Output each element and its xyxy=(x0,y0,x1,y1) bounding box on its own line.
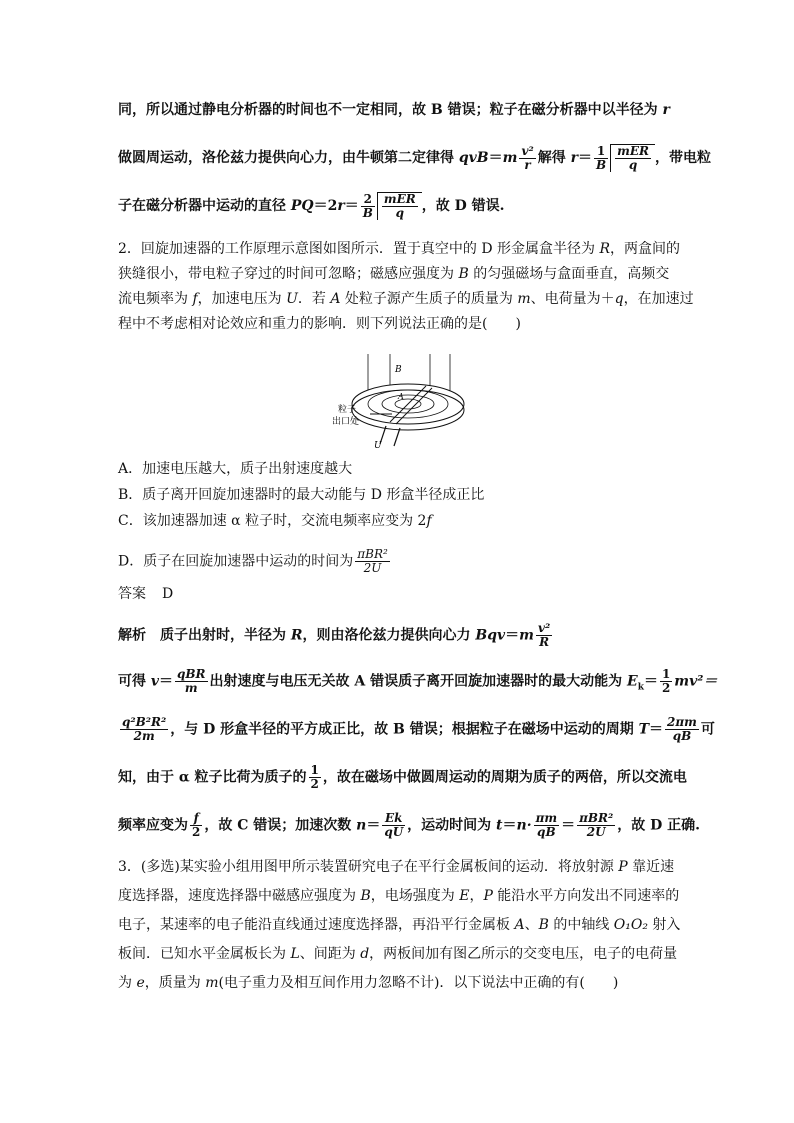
var: R xyxy=(599,241,611,257)
text: 度选择器，速度选择器中磁感应强度为 xyxy=(118,888,361,904)
text: 的中轴线 xyxy=(548,917,614,933)
denominator: 2U xyxy=(363,561,382,575)
text: D．质子在回旋加速器中运动的时间为 xyxy=(118,553,354,570)
label-exit-1: 粒子 xyxy=(338,405,357,415)
text: 为 xyxy=(118,975,137,991)
fraction-1-2 xyxy=(309,764,321,791)
numerator: πBR² xyxy=(579,811,614,825)
text: ， xyxy=(469,888,484,904)
var: m xyxy=(502,150,518,166)
fraction-pim-qB xyxy=(534,812,559,839)
text: 处粒子源产生质子的质量为 xyxy=(340,291,518,307)
numerator: Ek xyxy=(382,812,405,826)
fraction-f-2 xyxy=(190,812,202,839)
var: A xyxy=(330,291,341,307)
text: 2．回旋加速器的工作原理示意图如图所示．置于真空中的 D 形金属盒半径为 xyxy=(118,241,600,257)
q3-line-4 xyxy=(118,944,677,964)
text: 质子出射时，半径为 xyxy=(160,627,291,644)
var: r xyxy=(570,150,578,166)
numerator: 1 xyxy=(310,763,319,777)
analysis-label: 解析 xyxy=(118,627,146,644)
var: U xyxy=(286,291,298,307)
text: 知，由于 α 粒子比荷为质子的 xyxy=(118,769,307,786)
text: 板间．已知水平金属板长为 xyxy=(118,946,291,962)
text: 做圆周运动，洛伦兹力提供向心力，由牛顿第二定律得 xyxy=(118,150,459,166)
text: ，与 D 形盒半径的平方成正比，故 B 错误；根据粒子在磁场中运动的周期 xyxy=(170,721,639,738)
text: ，两板间加有图乙所示的交变电压，电子的电荷量 xyxy=(369,946,678,962)
numerator xyxy=(355,548,390,562)
denominator: qB xyxy=(672,729,692,743)
text: C．该加速器加速 α 粒子时，交流电频率应变为 2 xyxy=(118,513,427,529)
text: 狭缝很小，带电粒子穿过的时间可忽略；磁感应强度为 xyxy=(118,266,459,282)
text: ，故 C 错误；加速次数 xyxy=(204,817,357,834)
text: ＝2 xyxy=(313,198,338,214)
fraction-1-B xyxy=(594,145,608,172)
text: A．加速电压越大，质子出射速度越大 xyxy=(118,461,353,477)
text: ＝ xyxy=(505,627,520,644)
text: ，运动时间为 xyxy=(407,817,497,834)
q3-line-2 xyxy=(118,886,679,906)
text: 频率应变为 xyxy=(118,817,188,834)
text: 可得 xyxy=(118,673,151,690)
text: 靠近速 xyxy=(627,859,675,875)
text: ，则由洛伦兹力提供向心力 xyxy=(302,627,476,644)
denominator: 2 xyxy=(192,825,201,839)
analysis-line-2 xyxy=(118,668,717,697)
denominator: qB xyxy=(537,825,556,839)
numerator: mER xyxy=(383,192,416,206)
var: m xyxy=(205,975,219,991)
var: Bqv xyxy=(475,627,506,644)
denominator: m xyxy=(184,681,198,695)
option-C xyxy=(118,511,432,531)
var: e xyxy=(136,975,145,991)
text: ，加速电压为 xyxy=(197,291,287,307)
text: 能沿水平方向发出不同速率的 xyxy=(492,888,680,904)
var: O₁O₂ xyxy=(613,917,648,933)
fraction-v2-r xyxy=(519,145,535,172)
text: 电子，某速率的电子能沿直线通过速度选择器，再沿平行金属板 xyxy=(118,917,515,933)
var: P xyxy=(618,859,628,875)
denominator: 2m xyxy=(133,729,155,743)
var: B xyxy=(360,888,371,904)
option-A xyxy=(118,459,352,479)
text: BR² xyxy=(365,547,388,561)
option-B xyxy=(118,485,484,505)
numerator: 2πm xyxy=(667,715,697,729)
label-B: B xyxy=(395,365,402,375)
analysis-line-4 xyxy=(118,764,687,791)
text: ＝ xyxy=(643,673,658,690)
q2-line-1 xyxy=(118,239,680,259)
numerator: mER xyxy=(617,144,649,158)
text: 同，所以通过静电分析器的时间也不一定相同，故 B 错误；粒子在磁分析器中以半径为 xyxy=(118,102,663,118)
denominator: B xyxy=(362,205,373,220)
analysis-line-5 xyxy=(118,812,700,839)
electrode-lead xyxy=(394,428,400,446)
denominator: B xyxy=(595,157,607,172)
fraction-2-B xyxy=(361,193,375,220)
text: ＝ xyxy=(488,150,503,166)
fraction-q2B2R2-2m xyxy=(120,716,168,743)
sqrt-mER-q xyxy=(377,192,422,220)
var: q xyxy=(614,291,624,307)
text: ，质量为 xyxy=(144,975,206,991)
var: r xyxy=(662,102,670,118)
var: E xyxy=(459,888,470,904)
var: f xyxy=(426,513,432,529)
text: 程中不考虑相对论效应和重力的影响．则下列说法正确的是( ) xyxy=(118,316,521,332)
denominator: R xyxy=(539,635,550,649)
q3-line-1 xyxy=(118,857,674,877)
text: 、间距为 xyxy=(299,946,361,962)
numerator: f xyxy=(190,812,202,826)
var: R xyxy=(290,627,303,644)
denominator: q xyxy=(628,158,638,172)
denominator: 2 xyxy=(661,681,671,695)
var: n xyxy=(356,817,367,834)
text: (电子重力及相互间作用力忽略不计)．以下说法中正确的有( ) xyxy=(218,975,619,991)
text: ＝ xyxy=(159,673,174,690)
text: ＝ xyxy=(502,817,517,834)
q2-line-2 xyxy=(118,264,669,284)
var: t xyxy=(496,817,503,834)
text: 、 xyxy=(524,917,539,933)
answer-label: 答案 xyxy=(118,586,146,602)
var: E xyxy=(627,673,638,690)
option-D xyxy=(118,548,392,575)
denominator: r xyxy=(524,157,531,172)
text: 的匀强磁场与盒面垂直，高频交 xyxy=(468,266,670,282)
text: n· xyxy=(516,817,532,834)
cyclotron-figure xyxy=(330,352,470,452)
numerator: πm xyxy=(535,811,558,825)
fraction-1-2 xyxy=(660,668,672,695)
var: T xyxy=(638,721,650,738)
analysis-line-3 xyxy=(118,716,715,743)
prev-line-1 xyxy=(118,100,670,120)
analysis-line-1 xyxy=(118,622,554,649)
q2-line-3 xyxy=(118,289,694,309)
numerator: q²B²R² xyxy=(122,715,167,729)
var: v xyxy=(150,673,160,690)
var: d xyxy=(360,946,370,962)
var: PQ xyxy=(290,198,314,214)
prev-line-3: 子在磁分析器中运动的直径 PQ＝2r＝ $\frac{2}{B}$ $\frac{\text{mER}}{q}$ ，故 D 错误. xyxy=(118,191,505,220)
answer-value: D xyxy=(162,586,174,602)
fraction-qBR-m xyxy=(175,668,208,695)
numerator: 2 xyxy=(361,193,375,207)
sqrt-mER-q xyxy=(610,144,655,172)
label-A: A xyxy=(398,392,404,401)
numerator: v² xyxy=(537,621,551,635)
text: ＝ xyxy=(649,721,664,738)
var: L xyxy=(290,946,300,962)
text: 可 xyxy=(700,721,715,738)
text: mv²＝ xyxy=(674,673,718,690)
label-exit-2: 出口处 xyxy=(332,417,360,427)
var: r xyxy=(337,198,345,214)
fraction-Ek-qU xyxy=(382,812,405,839)
text: 流电频率为 xyxy=(118,291,193,307)
text: ，故 D 错误. xyxy=(421,198,505,214)
answer-line xyxy=(118,584,173,604)
text: ，在加速过 xyxy=(623,291,694,307)
text: ，故 D 正确. xyxy=(617,817,700,834)
denominator: q xyxy=(395,206,405,220)
denominator: qU xyxy=(384,825,404,839)
fraction-v2-R xyxy=(536,622,552,649)
text: ，带电粒 xyxy=(654,150,711,166)
text: ＝ xyxy=(366,817,381,834)
text: 解得 xyxy=(537,150,571,166)
q3-line-3 xyxy=(118,915,680,935)
text: 出射速度与电压无关故 A 错误质子离开回旋加速器时的最大动能为 xyxy=(209,673,628,690)
numerator: 1 xyxy=(661,667,671,681)
q3-line-5 xyxy=(118,973,618,993)
numerator: 1 xyxy=(594,145,608,159)
text: 射入 xyxy=(647,917,681,933)
prev-line-2: 做圆周运动，洛伦兹力提供向心力，由牛顿第二定律得 qvB＝m $\frac{\text{v²}}{r}$ 解得 r＝ $\frac{1}{B}$ $\frac{\text{mER}}{q}$ ，带电粒 xyxy=(118,143,711,172)
text: ＝ xyxy=(561,817,576,834)
fraction-piBR2-2U xyxy=(355,548,390,575)
text: ，两盒间的 xyxy=(610,241,681,257)
text: B．质子离开回旋加速器时的最大动能与 D 形盒半径成正比 xyxy=(118,487,485,503)
denominator: 2U xyxy=(586,825,606,839)
text: ．若 xyxy=(297,291,331,307)
var: m xyxy=(519,627,534,644)
text: 子在磁分析器中运动的直径 xyxy=(118,198,291,214)
var: B xyxy=(538,917,549,933)
var: P xyxy=(483,888,493,904)
var: f xyxy=(192,291,198,307)
numerator: v² xyxy=(521,143,534,158)
fraction-2pim-qB xyxy=(665,716,699,743)
var: B xyxy=(458,266,469,282)
q2-line-4 xyxy=(118,314,521,334)
text: 、电荷量为＋ xyxy=(530,291,615,307)
symbol: π xyxy=(357,547,366,561)
var: qvB xyxy=(458,150,489,166)
var: A xyxy=(514,917,525,933)
var: m xyxy=(517,291,531,307)
label-U: U xyxy=(374,441,382,451)
denominator: 2 xyxy=(310,777,319,791)
text: 3．(多选)某实验小组用图甲所示装置研究电子在平行金属板间的运动．将放射源 xyxy=(118,859,619,875)
subscript: k xyxy=(637,682,644,693)
fraction-piBR2-2U xyxy=(577,812,615,839)
text: ，故在磁场中做圆周运动的周期为质子的两倍，所以交流电 xyxy=(322,769,687,786)
numerator: qBR xyxy=(177,667,206,681)
text: ，电场强度为 xyxy=(370,888,460,904)
